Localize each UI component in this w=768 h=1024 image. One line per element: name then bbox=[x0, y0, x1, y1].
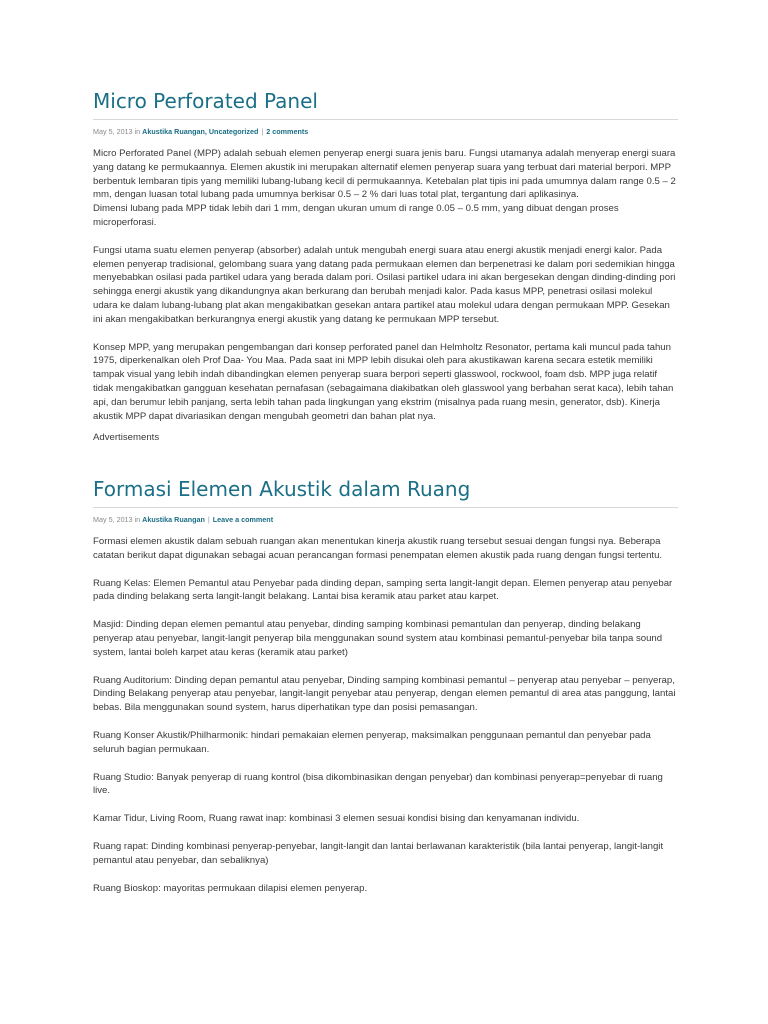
meta-in-word: in bbox=[134, 127, 141, 136]
post-paragraph: Ruang Konser Akustik/Philharmonik: hindari pemakaian elemen penyerap, maksimalkan penggunaan pemantul dan penyebar pada seluruh bagian permukaan. bbox=[93, 729, 651, 755]
post-paragraph: Masjid: Dinding depan elemen pemantul atau penyebar, dinding samping kombinasi pemantulan dan penyerap, dinding belakang penyerap atau penyebar, langit-langit penyerap bila menggunakan sound system atau kombinasi pemantul-penyebar bila tanpa sound system, lantai boleh karpet atau keras (keramik atau parket) bbox=[93, 619, 663, 658]
post-paragraph: Konsep MPP, yang merupakan pengembangan dari konsep perforated panel dan Helmholtz Resonator, pertama kali muncul pada tahun 1975, diperkenalkan oleh Prof Daa- You Maa. Pada saat ini MPP lebih disukai oleh para akustikawan karena secara estetik memiliki tampak visual yang lebih indah dibandingkan elemen penyerap suara berpori seperti glasswool, rockwool, foam dsb. MPP juga relatif tidak mengakibatkan gangguan kesehatan pernafasan (sebagaimana diakibatkan oleh glasswool yang berbahan serat kaca), lebih tahan api, dan berumur lebih panjang, serta lebih tahan pada lingkungan yang ekstrim (misalnya pada ruang mesin, generator, dsb). Kinerja akustik MPP dapat divariasikan dengan mengubah geometri dan bahan plat nya. bbox=[93, 341, 674, 422]
post-paragraph: Micro Perforated Panel (MPP) adalah sebuah elemen penyerap energi suara jenis baru. Fungsi utamanya adalah menyerap energi suara yang datang ke permukaannya. Elemen akustik ini merupakan alternatif elemen penyerap suara yang terbuat dari material berpori. MPP berbentuk lembaran tipis yang memiliki lubang-lubang kecil di permukaannya. Ketebalan plat tipis ini pada umumnya dalam range 0.5 – 2 mm, dengan luasan total lubang pada umumnya berkisar 0.5 – 2 % dari luas total plat, tergantung dari aplikasinya. bbox=[93, 148, 676, 201]
post-title[interactable]: Micro Perforated Panel bbox=[93, 88, 678, 120]
post-paragraph: Ruang Studio: Banyak penyerap di ruang kontrol (bisa dikombinasikan dengan penyebar) dan kombinasi penyerap=penyebar di ruang live. bbox=[93, 771, 663, 797]
post-formasi-elemen-akustik bbox=[93, 476, 678, 909]
post-paragraph: Dimensi lubang pada MPP tidak lebih dari 1 mm, dengan ukuran umum di range 0.05 – 0.5 mm, yang dibuat dengan proses microperforasi. bbox=[93, 203, 619, 228]
post-categories-link[interactable]: Akustika Ruangan bbox=[142, 515, 205, 524]
post-categories-link[interactable]: Akustika Ruangan, Uncategorized bbox=[142, 127, 259, 136]
post-paragraph: Ruang Bioskop: mayoritas permukaan dilapisi elemen penyerap. bbox=[93, 882, 368, 894]
post-paragraph: Ruang Kelas: Elemen Pemantul atau Penyebar pada dinding depan, samping serta langit-langit depan. Elemen penyerap atau penyebar pada dinding belakang serta langit-langit belakang. Lantai bisa keramik atau parket atau karpet. bbox=[93, 577, 673, 603]
post-paragraph: Fungsi utama suatu elemen penyerap (absorber) adalah untuk mengubah energi suara atau energi akustik menjadi energi kalor. Pada elemen penyerap tradisional, gelombang suara yang datang pada permukaan elemen dan berpenetrasi ke dalam pori sedemikian hingga menyebabkan osilasi pada partikel udara yang berada dalam pori. Osilasi partikel udara ini akan bergesekan dengan dinding-dinding pori sehingga energi akustik yang dikandungnya akan berkurang dan berubah menjadi kalor. Pada kasus MPP, penetrasi osilasi molekul udara ke dalam lubang-lubang plat akan mengakibatkan gesekan antara partikel atau molekul udara dengan permukaan MPP. Gesekan ini akan mengakibatkan berkurangnya energi akustik yang datang ke permukaan MPP tersebut. bbox=[93, 244, 676, 325]
post-meta bbox=[93, 515, 678, 525]
post-date: May 5, 2013 bbox=[93, 127, 133, 136]
meta-separator: | bbox=[261, 127, 264, 136]
post-comments-link[interactable]: Leave a comment bbox=[212, 515, 274, 524]
post-paragraph: Formasi elemen akustik dalam sebuah ruangan akan menentukan kinerja akustik ruang tersebut sesuai dengan fungsi nya. Beberapa catatan berikut dapat digunakan sebagai acuan perancangan formasi penempatan elemen akustik pada ruang dengan fungsi tertentu. bbox=[93, 536, 663, 561]
advertisements-label: Advertisements bbox=[93, 432, 160, 444]
post-micro-perforated-panel bbox=[93, 88, 678, 444]
post-paragraph: Ruang rapat: Dinding kombinasi penyerap-penyebar, langit-langit dan lantai berlawanan karakteristik (bila lantai penyerap, langit-langit pemantul atau penyebar, dan sebaliknya) bbox=[93, 840, 664, 866]
post-comments-link[interactable]: 2 comments bbox=[266, 127, 309, 136]
meta-in-word: in bbox=[134, 515, 141, 524]
post-meta bbox=[93, 127, 678, 137]
post-title[interactable]: Formasi Elemen Akustik dalam Ruang bbox=[93, 476, 678, 508]
meta-separator: | bbox=[207, 515, 210, 524]
post-paragraph: Kamar Tidur, Living Room, Ruang rawat inap: kombinasi 3 elemen sesuai kondisi bising dan kenyamanan individu. bbox=[93, 813, 580, 825]
post-paragraph: Ruang Auditorium: Dinding depan pemantul atau penyebar, Dinding samping kombinasi pemantul – penyerap atau penyebar – penyerap, Dinding Belakang penyerap atau penyebar, langit-langit penyebar atau penyerap, dengan elemen pemantul di area atas panggung, lantai bebas. Bila menggunakan sound system, harus diperhatikan type dan posisi pemasangan. bbox=[93, 674, 676, 714]
post-body bbox=[93, 535, 678, 895]
post-date: May 5, 2013 bbox=[93, 515, 133, 524]
post-body bbox=[93, 147, 678, 423]
